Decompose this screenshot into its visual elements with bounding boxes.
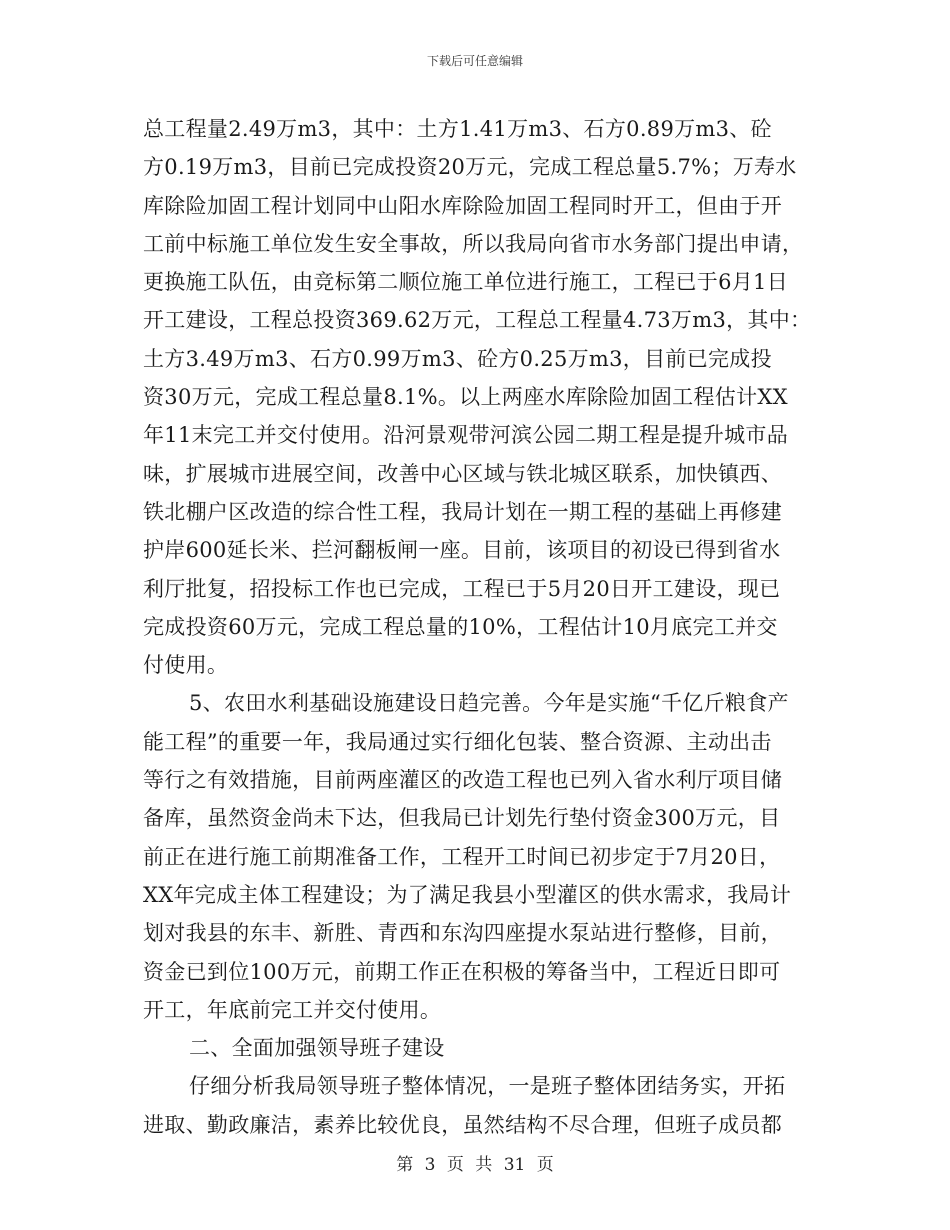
paragraph-start-line: 5、农田水利基础设施建设日趋完善。今年是实施“千亿斤粮食产 — [189, 691, 789, 716]
text-line: 备库，虽然资金尚未下达，但我局已计划先行垫付资金300万元，目 — [143, 806, 781, 831]
page-header: 下载后可任意编辑 — [426, 54, 523, 68]
text-line: 更换施工队伍，由竞标第二顺位施工单位进行施工，工程已于6月1日 — [143, 270, 789, 295]
text-line: 年11末完工并交付使用。沿河景观带河滨公园二期工程是提升城市品 — [143, 423, 789, 448]
text-line: 护岸600延长米、拦河翻板闸一座。目前，该项目的初设已得到省水 — [143, 538, 781, 563]
text-line: 铁北棚户区改造的综合性工程，我局计划在一期工程的基础上再修建 — [143, 499, 782, 524]
text-line: 味，扩展城市进展空间，改善中心区域与铁北城区联系，加快镇西、 — [143, 461, 782, 486]
text-line: 方0.19万m3，目前已完成投资20万元，完成工程总量5.7%；万寿水 — [143, 155, 797, 180]
text-line: 土方3.49万m3、石方0.99万m3、砼方0.25万m3，目前已完成投 — [143, 346, 772, 371]
paragraph-start-line: 仔细分析我局领导班子整体情况，一是班子整体团结务实，开拓 — [189, 1074, 786, 1099]
text-line: 前正在进行施工前期准备工作，工程开工时间已初步定于7月20日， — [143, 844, 781, 869]
text-line: 资金已到位100万元，前期工作正在积极的筹备当中，工程近日即可 — [143, 959, 781, 984]
text-line: XX年完成主体工程建设；为了满足我县小型灌区的供水需求，我局计 — [143, 882, 792, 907]
text-line: 资30万元，完成工程总量8.1%。以上两座水库除险加固工程估计XX — [143, 385, 788, 410]
text-line: 工前中标施工单位发生安全事故，所以我局向省市水务部门提出申请， — [143, 231, 804, 256]
text-line: 划对我县的东丰、新胜、青西和东沟四座提水泵站进行整修，目前， — [143, 921, 782, 946]
text-line: 进取、勤政廉洁，素养比较优良，虽然结构不尽合理，但班子成员都 — [143, 1112, 782, 1137]
text-line: 开工建设，工程总投资369.62万元，工程总工程量4.73万m3，其中： — [143, 308, 812, 333]
section-heading: 二、全面加强领导班子建设 — [189, 1036, 445, 1061]
text-line: 付使用。 — [143, 653, 229, 678]
text-line: 利厅批复，招投标工作也已完成，工程已于5月20日开工建设，现已 — [143, 576, 781, 601]
text-line: 能工程”的重要一年，我局通过实行细化包装、整合资源、主动出击 — [143, 729, 772, 754]
text-line: 总工程量2.49万m3，其中：土方1.41万m3、石方0.89万m3、砼 — [143, 117, 772, 141]
page-footer: 第 3 页 共 31 页 — [396, 1155, 554, 1175]
document-body — [143, 110, 812, 1144]
text-line: 库除险加固工程计划同中山阳水库除险加固工程同时开工，但由于开 — [143, 193, 782, 218]
text-line: 完成投资60万元，完成工程总量的10%，工程估计10月底完工并交 — [143, 614, 778, 639]
text-line: 开工，年底前完工并交付使用。 — [143, 997, 442, 1022]
text-line: 等行之有效措施，目前两座灌区的改造工程也已列入省水利厅项目储 — [143, 768, 782, 793]
